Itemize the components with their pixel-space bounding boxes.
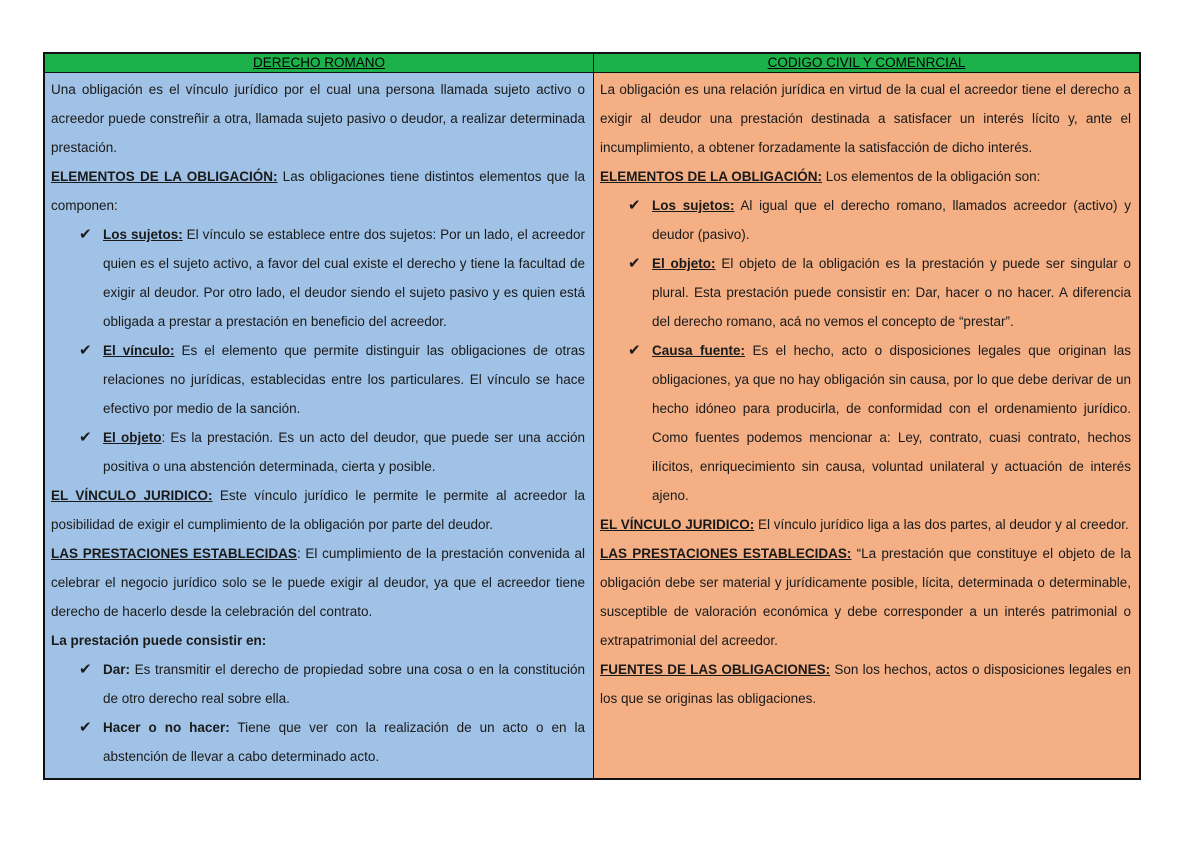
item-text: Es transmitir el derecho de propiedad sobre una cosa o en la constitución de otro derecho real sobre ella. <box>103 662 585 706</box>
checkmark-icon: ✔ <box>628 342 641 359</box>
item-term: El vínculo: <box>103 343 175 358</box>
item-text: Es el elemento que permite distinguir las obligaciones de otras relaciones no jurídicas, establecidas entre los particulares. El vínculo se hace efectivo por medio de la sanción. <box>103 343 585 416</box>
right-elements-paragraph <box>600 162 1131 191</box>
right-elements-text: Los elementos de la obligación son: <box>822 169 1041 184</box>
left-vinculo-heading: EL VÍNCULO JURIDICO: <box>51 488 213 503</box>
item-text: El objeto de la obligación es la prestación y puede ser singular o plural. Esta prestación puede consistir en: Dar, hacer o no hacer. A diferencia del derecho romano, acá no vemos el concepto de “prestar”. <box>652 256 1132 329</box>
list-item <box>51 423 585 481</box>
item-text: Al igual que el derecho romano, llamados acreedor (activo) y deudor (pasivo). <box>652 198 1131 242</box>
left-prestaciones-text: : El cumplimiento de la prestación convenida al celebrar el negocio jurídico solo se le puede exigir al deudor, ya que el acreedor tiene derecho de hacerlo desde la celebración del contrato. <box>51 546 586 619</box>
left-consistir-label: La prestación puede consistir en: <box>51 633 267 648</box>
list-item <box>600 336 1131 510</box>
list-item <box>600 191 1131 249</box>
checkmark-icon: ✔ <box>628 255 641 272</box>
left-intro: Una obligación es el vínculo jurídico por el cual una persona llamada sujeto activo o acreedor puede constreñir a otra, llamada sujeto pasivo o deudor, a realizar determinada prestación. <box>51 82 585 155</box>
left-elements-heading: ELEMENTOS DE LA OBLIGACIÓN: <box>51 169 278 184</box>
list-item <box>51 655 585 713</box>
item-text: Es el hecho, acto o disposiciones legales que originan las obligaciones, ya que no hay obligación sin causa, por lo que debe derivar de un hecho idóneo para producirla, de conformidad con el ordenamiento jurídico. Como fuentes podemos mencionar a: Ley, contrato, cuasi contrato, hechos ilícitos, enriquecimiento sin causa, voluntad unilateral y actuación de interés ajeno. <box>652 343 1131 503</box>
checkmark-icon: ✔ <box>79 429 92 446</box>
left-prestaciones-paragraph <box>51 539 585 626</box>
right-vinculo-paragraph <box>600 510 1131 539</box>
list-item <box>600 249 1131 336</box>
checkmark-icon: ✔ <box>79 661 92 678</box>
checkmark-icon: ✔ <box>79 719 92 736</box>
list-item <box>51 336 585 423</box>
checkmark-icon: ✔ <box>79 226 92 243</box>
item-text: El vínculo se establece entre dos sujetos: Por un lado, el acreedor quien es el sujeto activo, a favor del cual existe el derecho y tiene la facultad de exigir al deudor. Por otro lado, el deudor siendo el sujeto pasivo y es quien está obligada a prestar a prestación en beneficio del acreedor. <box>103 227 585 329</box>
header-derecho-romano: DERECHO ROMANO <box>45 54 594 73</box>
left-vinculo-paragraph <box>51 481 585 539</box>
list-item <box>51 713 585 771</box>
right-prestaciones-heading: LAS PRESTACIONES ESTABLECIDAS: <box>600 546 852 561</box>
derecho-romano-cell <box>45 73 594 778</box>
item-term: Hacer o no hacer: <box>103 720 230 735</box>
checkmark-icon: ✔ <box>79 342 92 359</box>
item-term: Dar: <box>103 662 131 677</box>
item-term: El objeto: <box>652 256 716 271</box>
right-prestaciones-text: “La prestación que constituye el objeto de la obligación debe ser material y jurídicamente posible, lícita, determinada o determinable, susceptible de valoración económica y debe corresponder a un interés patrimonial o extrapatrimonial del acreedor. <box>600 546 1131 648</box>
checkmark-icon: ✔ <box>628 197 641 214</box>
left-elements-paragraph <box>51 162 585 220</box>
right-intro: La obligación es una relación jurídica en virtud de la cual el acreedor tiene el derecho a exigir al deudor una prestación destinada a satisfacer un interés lícito y, ante el incumplimiento, a obtener forzadamente la satisfacción de dicho interés. <box>600 82 1131 155</box>
right-vinculo-text: El vínculo jurídico liga a las dos partes, al deudor y al creedor. <box>754 517 1129 532</box>
item-term: Los sujetos: <box>103 227 183 242</box>
left-prestaciones-heading: LAS PRESTACIONES ESTABLECIDAS <box>51 546 297 561</box>
right-fuentes-heading: FUENTES DE LAS OBLIGACIONES: <box>600 662 831 677</box>
item-text: Tiene que ver con la realización de un acto o en la abstención de llevar a cabo determinado acto. <box>103 720 586 764</box>
right-vinculo-heading: EL VÍNCULO JURIDICO: <box>600 517 755 532</box>
right-fuentes-paragraph <box>600 655 1131 713</box>
list-item <box>51 220 585 336</box>
right-elements-heading: ELEMENTOS DE LA OBLIGACIÓN: <box>600 169 823 184</box>
left-vinculo-text: Este vínculo jurídico le permite le permite al acreedor la posibilidad de exigir el cumplimiento de la obligación por parte del deudor. <box>51 488 586 532</box>
comparison-table <box>43 52 1141 780</box>
item-text: : Es la prestación. Es un acto del deudor, que puede ser una acción positiva o una abstención determinada, cierta y posible. <box>103 430 585 474</box>
left-elements-text: Las obligaciones tiene distintos elementos que la componen: <box>51 169 585 213</box>
right-prestaciones-paragraph <box>600 539 1131 655</box>
item-term: Los sujetos: <box>652 198 735 213</box>
header-codigo-civil: CODIGO CIVIL Y COMENRCIAL <box>594 54 1139 73</box>
item-term: El objeto <box>103 430 162 445</box>
codigo-civil-cell <box>594 73 1139 778</box>
item-term: Causa fuente: <box>652 343 745 358</box>
right-fuentes-text: Son los hechos, actos o disposiciones legales en los que se originas las obligaciones. <box>600 662 1131 706</box>
